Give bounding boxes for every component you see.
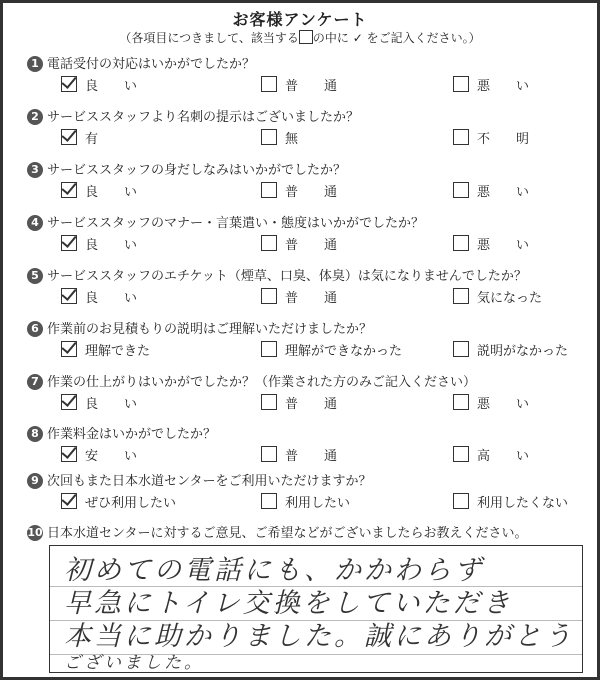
answer-option-label: 普 通 [285,237,338,253]
checkbox-icon[interactable] [261,446,277,462]
question-heading [27,318,372,337]
checkbox-icon[interactable] [261,235,277,251]
question-2 [3,106,597,159]
question-heading [27,265,527,284]
question-text: サービススタッフのエチケット（煙草、口臭、体臭）は気になりませんでしたか？ [47,269,527,284]
answer-option[interactable] [261,340,402,358]
comment-line: 本当に助かりました。誠にありがとう [64,621,574,652]
answer-option-label: 安 い [85,448,138,464]
question-number-badge: 4 [27,215,43,231]
answer-option-label: 良 い [85,184,138,200]
answer-option-label: 普 通 [285,290,338,306]
answer-option[interactable] [61,445,137,463]
answer-option-label: 悪 い [477,78,530,94]
checkbox-icon[interactable] [261,394,277,410]
question-text: 作業前のお見積もりの説明はご理解いただけましたか？ [47,322,373,337]
comment-line: 初めての電話にも、かかわらず [64,555,484,586]
question-heading [27,423,216,442]
answer-options [61,445,581,465]
answer-option-label: 普 通 [285,184,338,200]
answer-option[interactable] [261,492,350,510]
checkbox-icon[interactable] [261,76,277,92]
question-1 [3,53,597,106]
answer-option[interactable] [261,128,298,146]
question-text: 次回もまた日本水道センターをご利用いただけますか？ [47,474,372,489]
answer-option[interactable] [453,492,568,510]
question-number-badge: 1 [27,56,43,72]
question-number-badge: 3 [27,162,43,178]
question-text: サービススタッフの身だしなみはいかがでしたか？ [47,163,347,178]
answer-option-label: 気になった [477,290,543,306]
answer-option[interactable] [61,234,137,252]
checked-checkbox-icon[interactable] [61,493,77,509]
checkbox-icon[interactable] [261,288,277,304]
checkbox-icon[interactable] [453,76,469,92]
checkbox-icon[interactable] [453,182,469,198]
answer-option[interactable] [453,393,529,411]
answer-option[interactable] [61,492,176,510]
checkbox-icon[interactable] [453,129,469,145]
answer-option[interactable] [261,287,337,305]
question-5 [3,265,597,318]
answer-option[interactable] [453,287,542,305]
answer-option-label: 理解できた [85,343,151,359]
instruction-text-before: （各項目につきまして、該当する [119,31,299,45]
answer-option-label: 無 [285,131,299,147]
answer-option-label: 利用したくない [477,495,569,511]
answer-options [61,340,581,360]
answer-option-label: 説明がなかった [477,343,569,359]
checked-checkbox-icon[interactable] [61,76,77,92]
instruction [3,29,597,46]
question-heading [27,159,346,178]
question-heading [27,212,424,231]
checked-checkbox-icon[interactable] [61,446,77,462]
answer-option[interactable] [261,75,337,93]
question-number-badge: 8 [27,426,43,442]
comment-line: ございました。 [64,653,204,673]
question-7 [3,371,597,424]
question-text: サービススタッフのマナー・言葉遣い・態度はいかがでしたか？ [47,216,425,231]
checkbox-icon[interactable] [453,446,469,462]
checkbox-icon[interactable] [453,341,469,357]
checked-checkbox-icon[interactable] [61,235,77,251]
answer-options [61,492,581,512]
answer-option[interactable] [453,181,529,199]
checkbox-icon[interactable] [261,341,277,357]
answer-option-label: 良 い [85,78,138,94]
question-number-badge: 9 [27,473,43,489]
question-text: 電話受付の対応はいかがでしたか？ [47,57,256,72]
checkbox-icon[interactable] [453,394,469,410]
answer-option[interactable] [453,445,529,463]
checkbox-icon[interactable] [261,129,277,145]
question-text: 作業料金はいかがでしたか？ [47,427,217,442]
checked-checkbox-icon[interactable] [61,394,77,410]
answer-option[interactable] [453,340,568,358]
question-heading [27,53,255,72]
answer-option-label: 悪 い [477,237,530,253]
answer-option[interactable] [261,234,337,252]
question-number-badge: 5 [27,268,43,284]
question-3 [3,159,597,212]
answer-option[interactable] [61,287,137,305]
question-number-badge: 7 [27,374,43,390]
answer-option-label: 良 い [85,396,138,412]
answer-option[interactable] [61,340,150,358]
answer-option-label: 普 通 [285,448,338,464]
answer-option[interactable] [261,181,337,199]
answer-option[interactable] [453,128,529,146]
question-heading [27,470,371,489]
answer-option[interactable] [261,445,337,463]
question-number-badge: 2 [27,109,43,125]
answer-option-label: 良 い [85,290,138,306]
question-heading [27,371,476,390]
answer-option-label: ぜひ利用したい [85,495,177,511]
answer-options [61,287,581,307]
instruction-text-after: の中に ✓ をご記入ください。） [312,31,481,45]
answer-option[interactable] [61,75,137,93]
question-number-badge: 6 [27,321,43,337]
form-title: お客様アンケート [232,10,368,29]
answer-option-label: 普 通 [285,78,338,94]
checkbox-icon[interactable] [453,235,469,251]
checked-checkbox-icon[interactable] [61,129,77,145]
answer-option-label: 普 通 [285,396,338,412]
answer-option-label: 利用したい [285,495,351,511]
comment-box[interactable] [49,545,583,673]
answer-options [61,393,581,413]
checkbox-icon[interactable] [453,493,469,509]
question-heading [27,106,359,125]
question-text: 作業の仕上がりはいかがでしたか？（作業された方のみご記入ください） [47,375,477,390]
question-4 [3,212,597,265]
checkbox-icon[interactable] [453,288,469,304]
comment-line: 早急にトイレ交換をしていただき [64,588,513,619]
answer-option[interactable] [453,234,529,252]
question-number-badge: 10 [27,526,43,539]
question-text: サービススタッフより名刺の提示はございましたか？ [47,110,360,125]
checkbox-icon[interactable] [261,493,277,509]
question-6 [3,318,597,371]
answer-option[interactable] [61,128,98,146]
answer-option-label: 良 い [85,237,138,253]
question-10-text: 日本水道センターに対するご意見、ご希望などがございましたらお教えください。 [47,526,528,541]
answer-option-label: 悪 い [477,396,530,412]
sample-checkbox-icon [299,30,313,44]
question-8 [3,423,597,476]
answer-option-label: 理解ができなかった [285,343,403,359]
answer-options [61,75,581,95]
answer-option-label: 悪 い [477,184,530,200]
checkbox-icon[interactable] [261,182,277,198]
answer-options [61,128,581,148]
answer-option-label: 高 い [477,448,530,464]
answer-options [61,181,581,201]
handwritten-comment [64,554,574,673]
checked-checkbox-icon[interactable] [61,182,77,198]
answer-option[interactable] [61,181,137,199]
answer-option-label: 不 明 [477,131,530,147]
question-9 [3,470,597,523]
checked-checkbox-icon[interactable] [61,288,77,304]
answer-option[interactable] [453,75,529,93]
question-10-heading [27,522,527,541]
answer-options [61,234,581,254]
answer-option[interactable] [261,393,337,411]
checked-checkbox-icon[interactable] [61,341,77,357]
answer-option[interactable] [61,393,137,411]
answer-option-label: 有 [85,131,99,147]
